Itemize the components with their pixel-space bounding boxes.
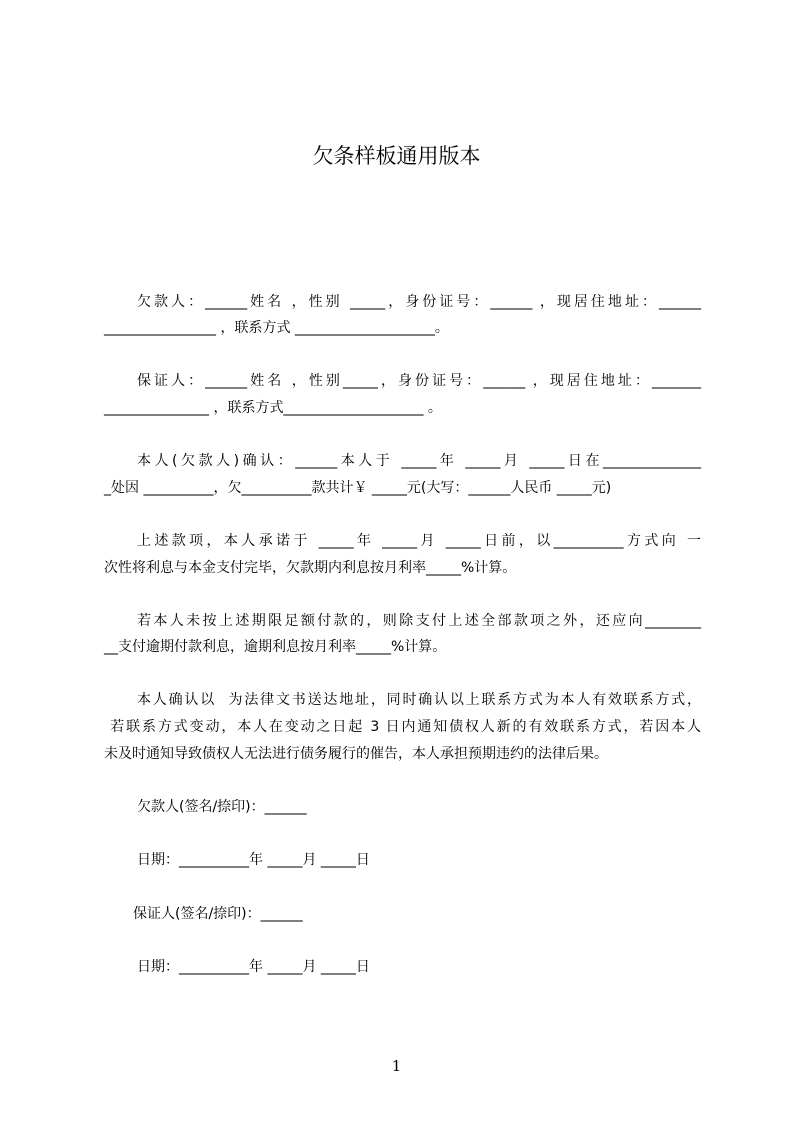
overdue-line-2: __支付逾期付款利息，逾期利息按月利率_____%计算。 <box>104 639 447 655</box>
overdue-line-1: 若本人未按上述期限足额付款的，则除支付上述全部款项之外，还应向________ <box>137 613 701 629</box>
debtor-info-line-1: 欠款人：______姓名 ，性别 _____，身份证号：______ ，现居住地址：______ <box>137 294 701 310</box>
debtor-date-line: 日期：__________年 _____月 _____日 <box>137 852 370 868</box>
confirmation-line-2: _处因 __________，欠__________款共计￥ _____元(大写：______人民币 _____元) <box>104 480 612 496</box>
guarantor-info-line-1: 保证人：______姓名 ，性别_____，身份证号：______ ，现居住地址：_______ <box>137 373 701 389</box>
page-number: 1 <box>391 1057 402 1075</box>
promise-line-2: 次性将利息与本金支付完毕，欠款期内利息按月利率_____%计算。 <box>104 560 517 576</box>
debtor-signature-line: 欠款人(签名/捺印)：______ <box>137 799 307 815</box>
promise-line-1: 上述款项，本人承诺于 _____年 _____月 _____日前，以__________方式向 一 <box>137 533 701 549</box>
guarantor-info-line-2: _______________ ，联系方式____________________ 。 <box>104 400 442 416</box>
address-line-3: 未及时通知导致债权人无法进行债务履行的催告，本人承担预期违约的法律后果。 <box>104 746 608 762</box>
guarantor-date-line: 日期：__________年 _____月 _____日 <box>137 959 370 975</box>
confirmation-line-1: 本人(欠款人)确认：______本人于 _____年 _____月 _____日在______________ <box>137 453 701 469</box>
address-line-1: 本人确认以 为法律文书送达地址，同时确认以上联系方式为本人有效联系方式， <box>137 692 701 708</box>
debtor-info-line-2: ________________ ，联系方式 ____________________。 <box>104 320 449 336</box>
guarantor-signature-line: 保证人(签名/捺印)：______ <box>133 906 303 922</box>
address-line-2: 若联系方式变动，本人在变动之日起 3 日内通知债权人新的有效联系方式，若因本人 <box>104 719 701 735</box>
document-title: 欠条样板通用版本 <box>312 144 481 168</box>
